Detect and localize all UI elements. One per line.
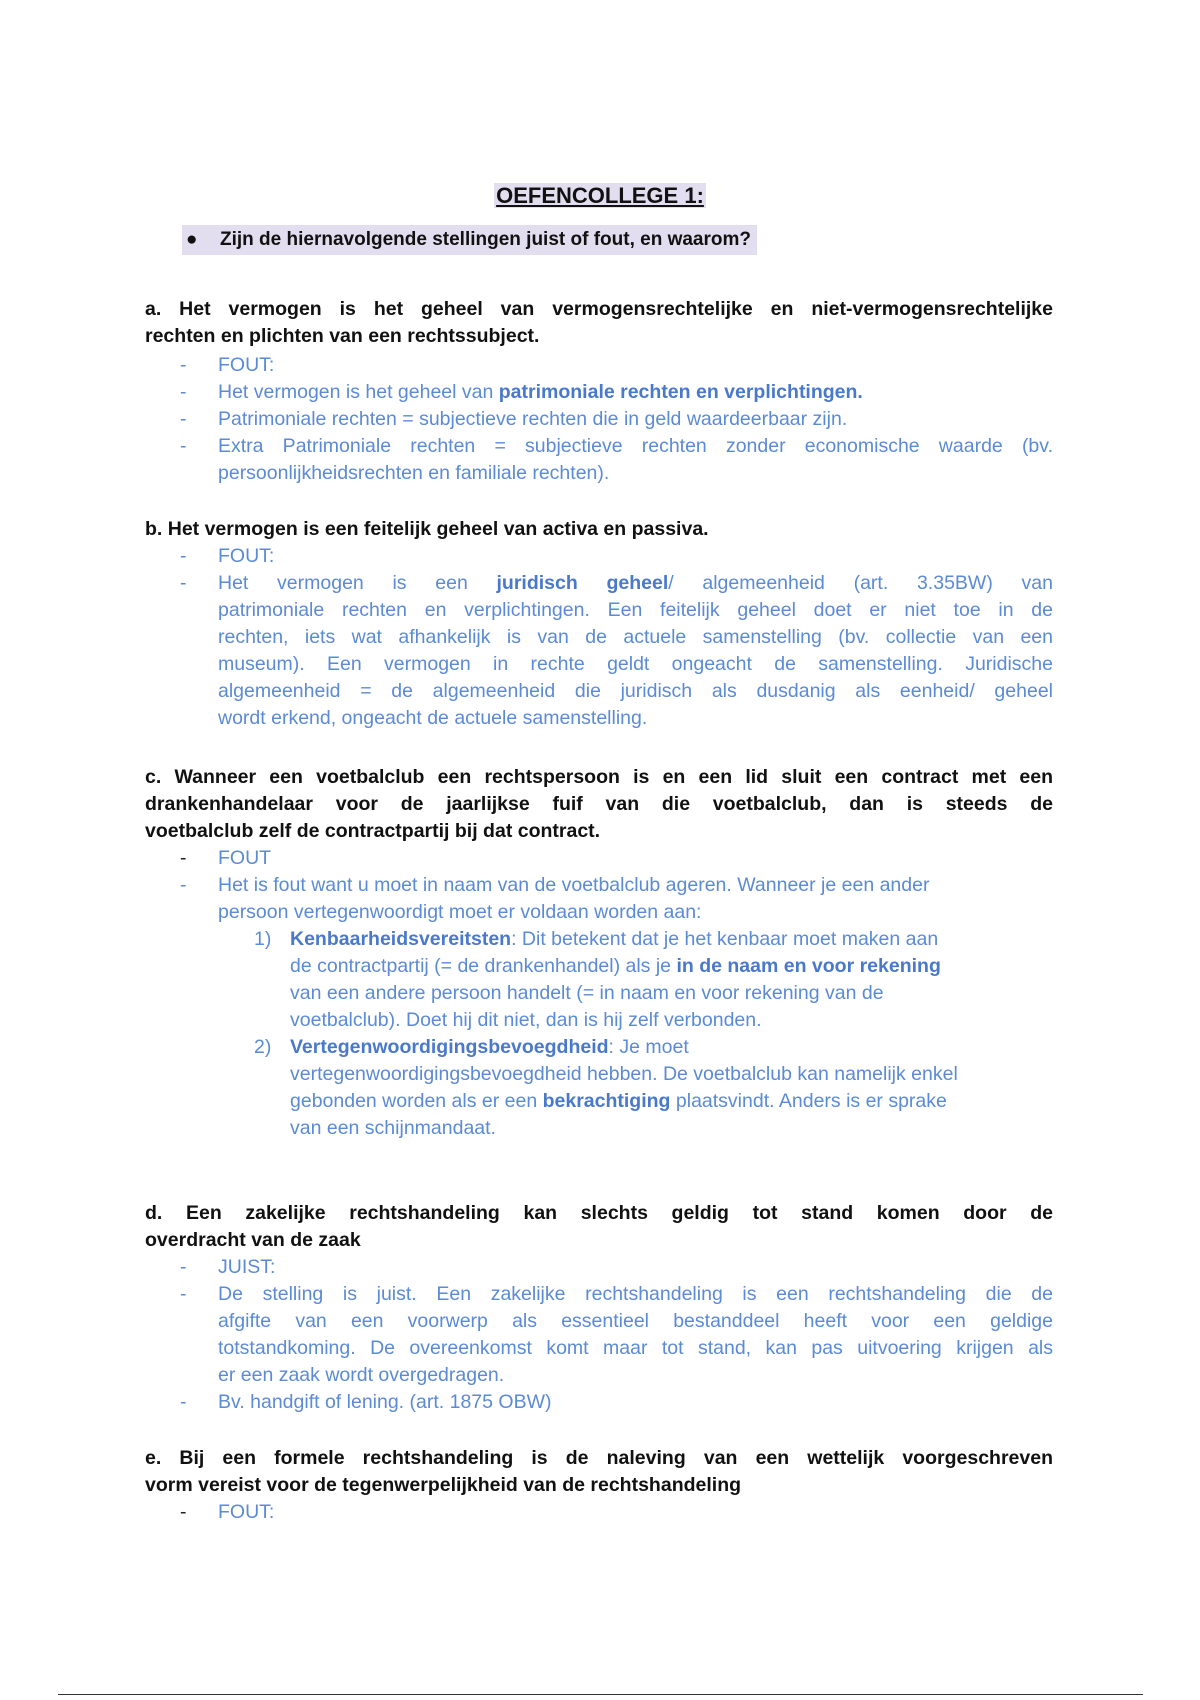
subitem-1: 1) Kenbaarheidsvereitsten: Dit betekent dat je het kenbaar moet maken aan de contractpartij (= de drankenhandel) als je in de naam en voor rekening van een andere persoon handelt (= in naam en voor rekening van de voetbalclub). Doet hij dit niet, dan is hij zelf verbonden. <box>254 928 941 1031</box>
page-title: OEFENCOLLEGE 1: <box>496 183 704 208</box>
answer-d: - JUIST: - De stelling is juist. Een zakelijke rechtshandeling is een rechtshandeling die de afgifte van een voorwerp als essentieel bestanddeel heeft voor een geldige totstandkoming. De overeenkomst komt maar tot stand, kan pas uitvoering krijgen als er een zaak wordt overgedragen. - Bv. handgift of lening. (art. 1875 OBW) <box>180 1256 1053 1413</box>
subitem-2: 2) Vertegenwoordigingsbevoegdheid: Je moet vertegenwoordigingsbevoegdheid hebben. De voetbalclub kan namelijk enkel gebonden worden als er een bekrachtiging plaatsvindt. Anders is er sprake van een schijnmandaat. <box>254 1036 958 1139</box>
subtitle-bullet: ● Zijn de hiernavolgende stellingen juist of fout, en waarom? <box>182 225 757 255</box>
answer-b: - FOUT: - Het vermogen is een juridisch geheel/ algemeenheid (art. 3.35BW) van patrimoniale rechten en verplichtingen. Een feitelijk geheel doet er niet toe in de rechten, iets wat afhankelijk is van de actuele samenstelling (bv. collectie van een museum). Een vermogen in rechte geldt ongeacht de samenstelling. Juridische algemeenheid = de algemeenheid die juridisch als dusdanig als eenheid/ geheel wordt erkend, ongeacht de actuele samenstelling. <box>180 545 1053 729</box>
question-e: e. Bij een formele rechtshandeling is de naleving van een wettelijk voorgeschreven vorm vereist voor de tegenwerpelijkheid van de rechtshandeling <box>145 1447 1053 1496</box>
answer-a: - FOUT: - Het vermogen is het geheel van patrimoniale rechten en verplichtingen. - Patrimoniale rechten = subjectieve rechten die in geld waardeerbaar zijn. - Extra Patrimoniale rechten = subjectieve rechten zonder economische waarde (bv. persoonlijkheidsrechten en familiale rechten). <box>180 354 1053 484</box>
answer-c: - FOUT - Het is fout want u moet in naam van de voetbalclub ageren. Wanneer je een ander persoon vertegenwoordigt moet er voldaan worden aan: 1) Kenbaarheidsvereitsten: Dit betekent dat je het kenbaar moet maken aan de contractpartij (= de drankenhandel) als je in de naam en voor rekening van een andere persoon handelt (= in naam en voor rekening van de voetbalclub). Doet hij dit niet, dan is hij zelf verbonden. 2) Vertegenwoordigingsbevoegdheid: Je moet vertegenwoordigingsbevoegdheid hebben. De voetbalclub kan namelijk enkel gebonden worden als er een bekrachtiging plaatsvindt. Anders is er sprake van een schijnmandaat. <box>180 845 1053 1142</box>
question-c: c. Wanneer een voetbalclub een rechtspersoon is en een lid sluit een contract met een drankenhandelaar voor de jaarlijkse fuif van die voetbalclub, dan is steeds de voetbalclub zelf de contractpartij bij dat contract. <box>145 766 1053 842</box>
question-d: d. Een zakelijke rechtshandeling kan slechts geldig tot stand komen door de overdracht van de zaak <box>145 1202 1053 1251</box>
answer-e: - FOUT: <box>180 1501 275 1523</box>
footer-divider <box>58 1694 1143 1695</box>
bullet-icon: ● <box>186 229 198 250</box>
question-a: a. Het vermogen is het geheel van vermogensrechtelijke en niet-vermogensrechtelijke rechten en plichten van een rechtssubject. <box>145 298 1053 347</box>
question-b: b. Het vermogen is een feitelijk geheel van activa en passiva. <box>145 518 709 540</box>
